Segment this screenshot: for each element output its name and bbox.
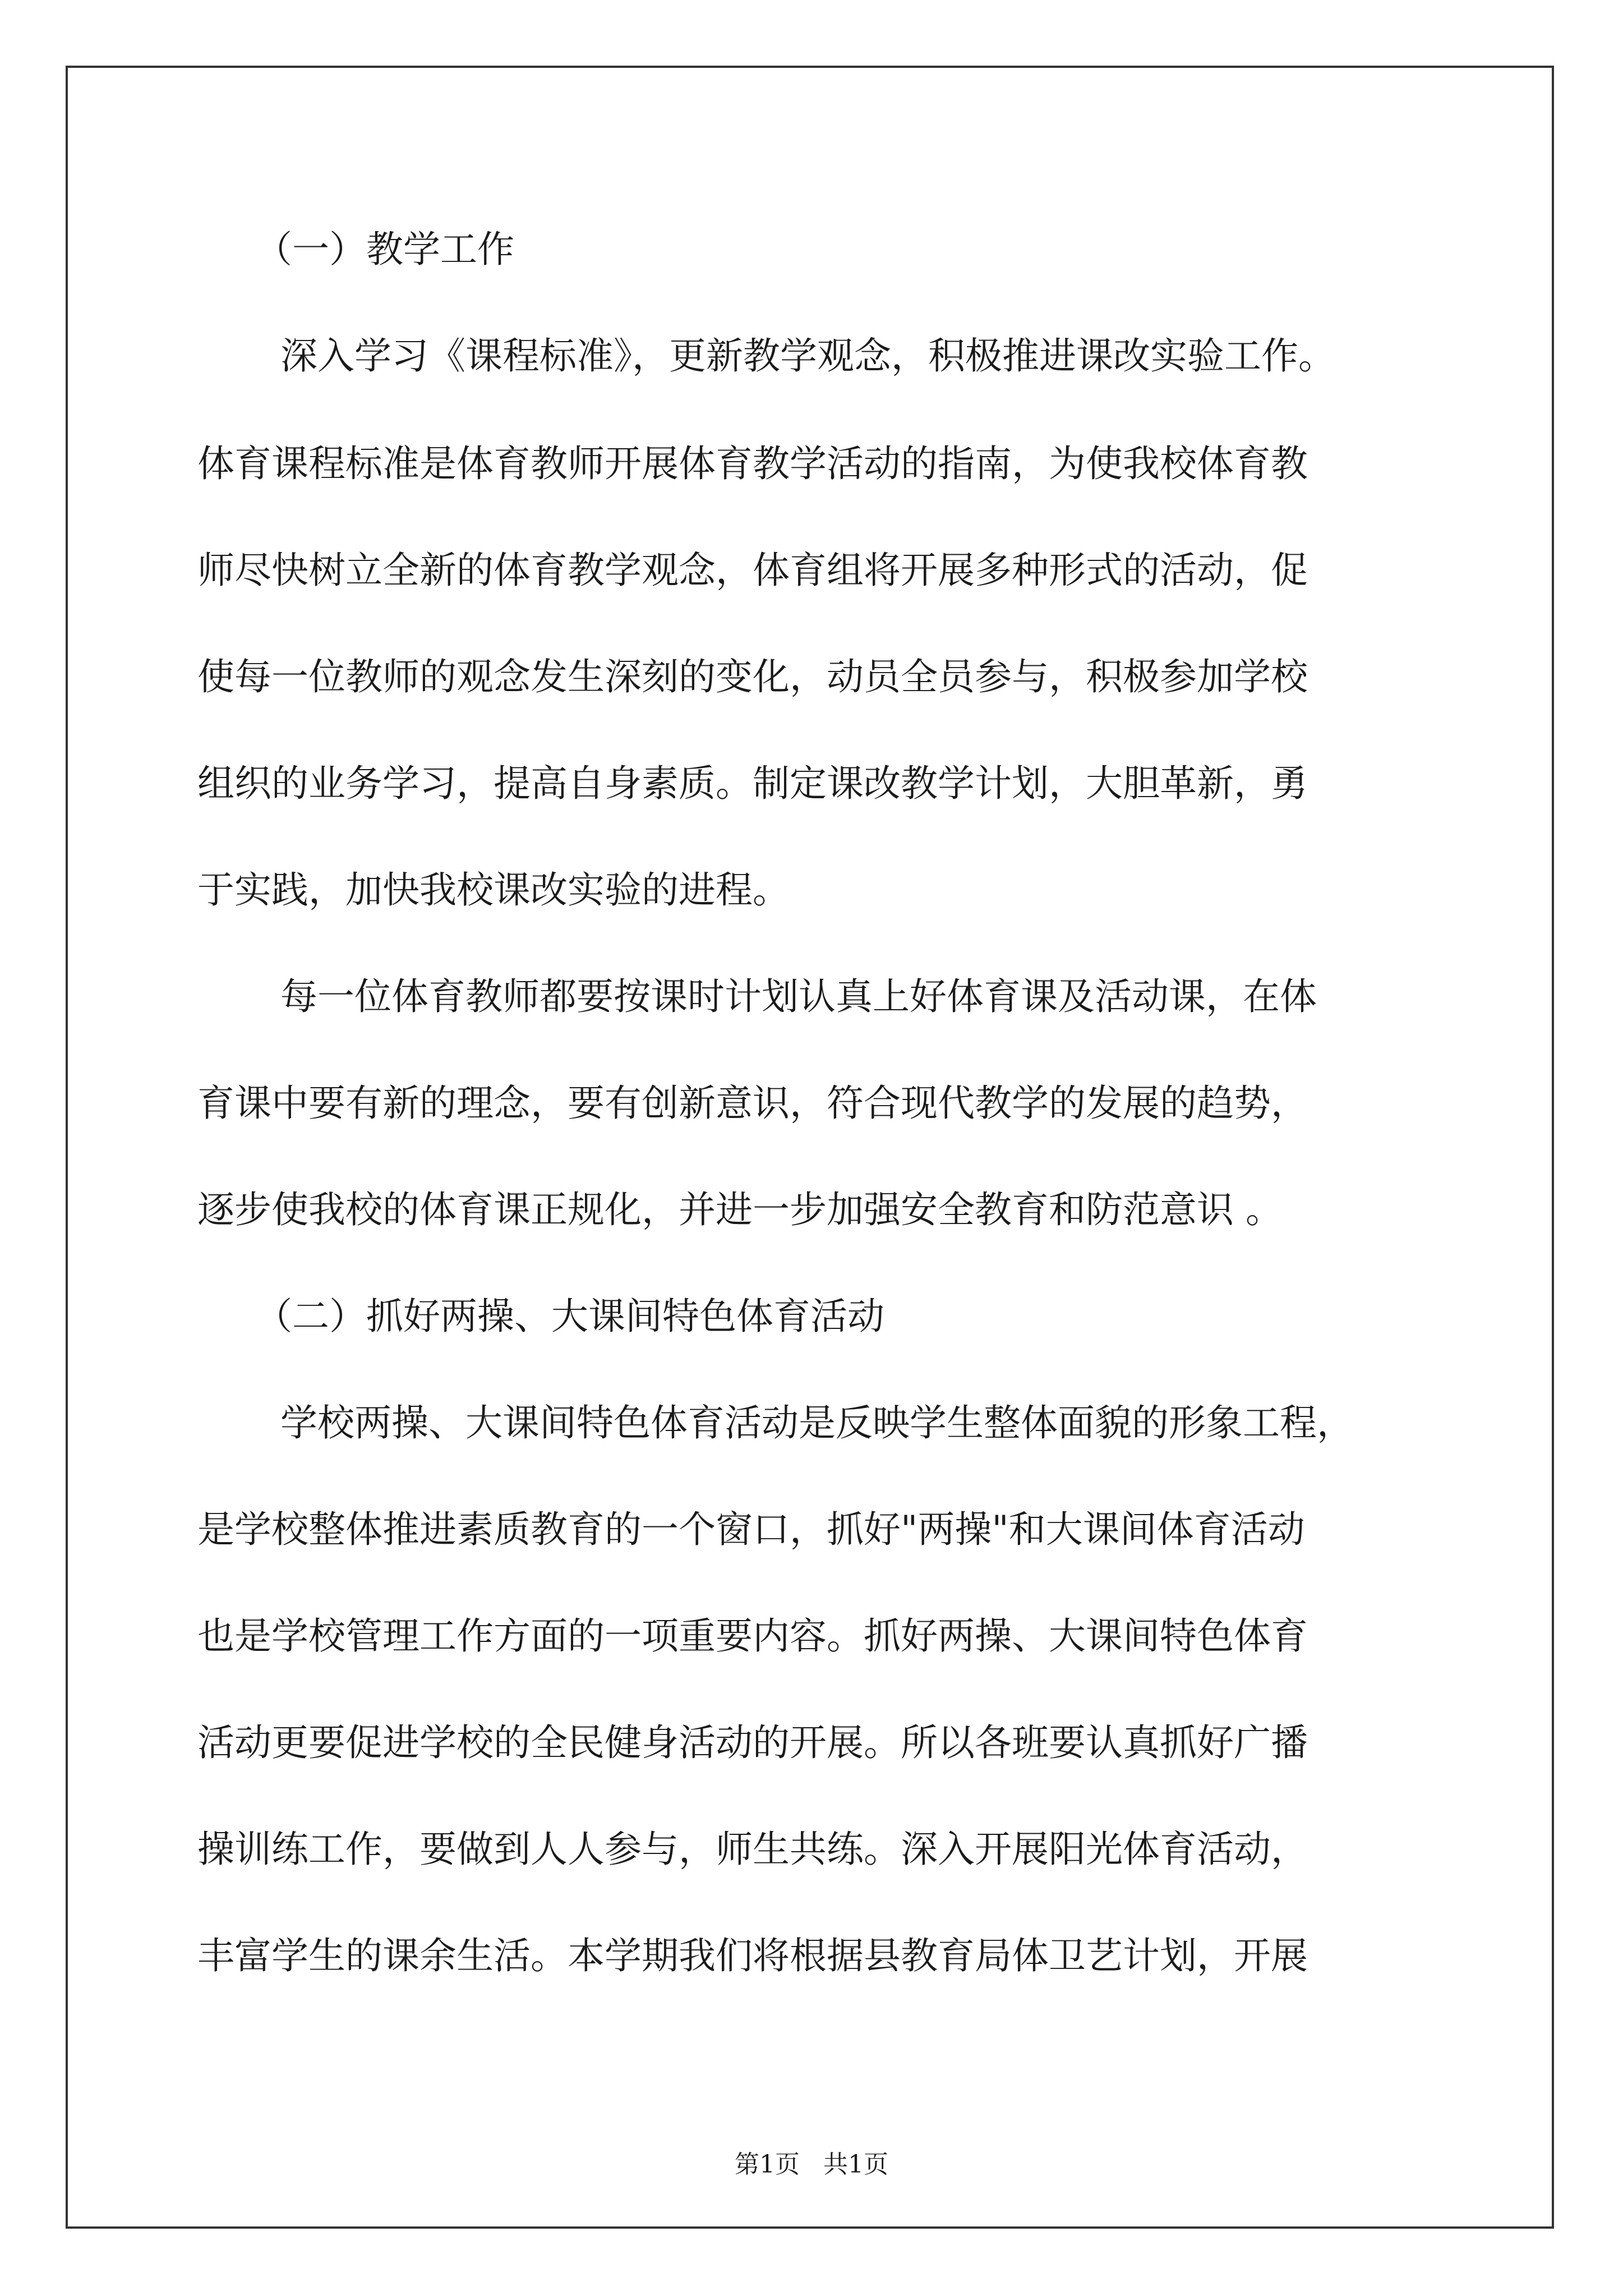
- page-footer: [0, 2144, 1623, 2180]
- page-number: 第1页: [735, 2150, 800, 2179]
- paragraph-line: 活动更要促进学校的全民健身活动的开展。所以各班要认真抓好广播: [197, 1721, 1308, 1764]
- page-total: 共1页: [823, 2150, 888, 2179]
- page-border: [66, 66, 1554, 2229]
- paragraph-line: 丰富学生的课余生活。本学期我们将根据县教育局体卫艺计划，开展: [197, 1934, 1308, 1977]
- section-heading-2: （二）抓好两操、大课间特色体育活动: [255, 1295, 884, 1338]
- paragraph-line: 学校两操、大课间特色体育活动是反映学生整体面貌的形象工程，: [280, 1401, 1354, 1444]
- paragraph-line: 育课中要有新的理念，要有创新意识，符合现代教学的发展的趋势，: [197, 1082, 1308, 1125]
- paragraph-line: 深入学习《课程标准》，更新教学观念，积极推进课改实验工作。: [280, 334, 1335, 378]
- paragraph-line: 操训练工作，要做到人人参与，师生共练。深入开展阳光体育活动，: [197, 1828, 1308, 1871]
- paragraph-line: 体育课程标准是体育教师开展体育教学活动的指南，为使我校体育教: [197, 442, 1308, 485]
- paragraph-line: 师尽快树立全新的体育教学观念，体育组将开展多种形式的活动，促: [197, 549, 1308, 592]
- paragraph-line: 逐步使我校的体育课正规化，并进一步加强安全教育和防范意识 。: [197, 1188, 1283, 1231]
- paragraph-line: 是学校整体推进素质教育的一个窗口，抓好"两操"和大课间体育活动: [197, 1508, 1305, 1551]
- paragraph-line: 使每一位教师的观念发生深刻的变化，动员全员参与，积极参加学校: [197, 655, 1308, 698]
- paragraph-line: 每一位体育教师都要按课时计划认真上好体育课及活动课，在体: [280, 975, 1317, 1018]
- paragraph-line: 于实践，加快我校课改实验的进程。: [197, 868, 790, 912]
- paragraph-line: 组织的业务学习，提高自身素质。制定课改教学计划，大胆革新，勇: [197, 762, 1308, 805]
- paragraph-line: 也是学校管理工作方面的一项重要内容。抓好两操、大课间特色体育: [197, 1614, 1308, 1658]
- section-heading-1: （一）教学工作: [255, 228, 514, 271]
